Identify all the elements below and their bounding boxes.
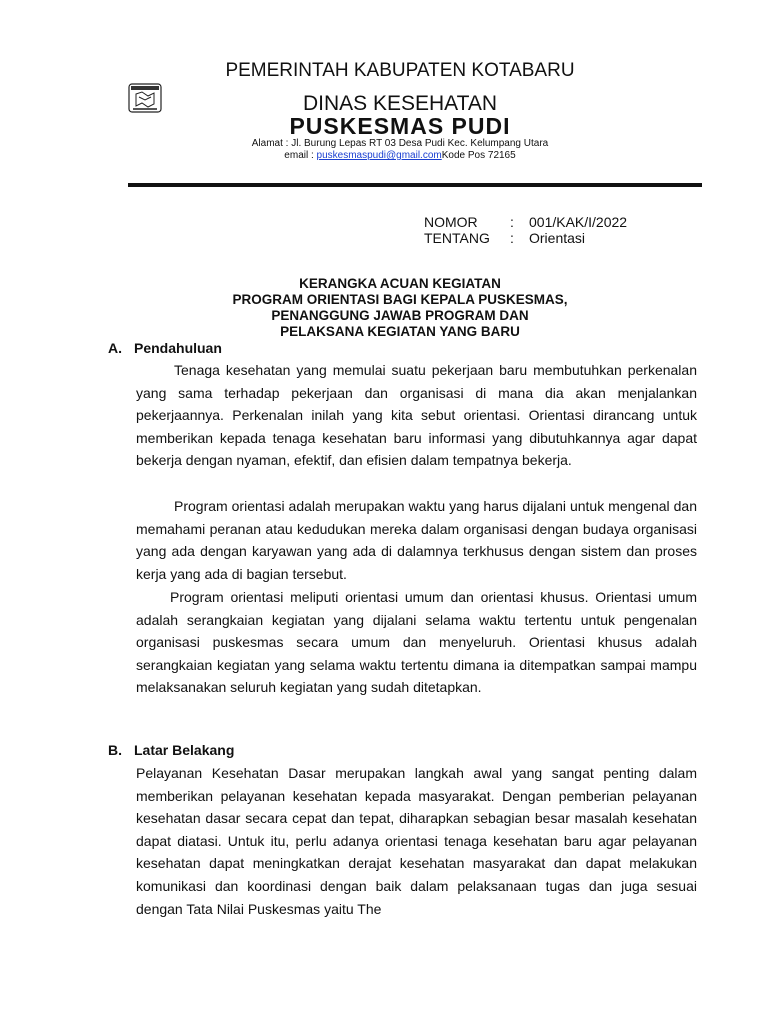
nomor-label: NOMOR [424,214,478,230]
section-b-title: Latar Belakang [134,742,235,758]
agency-name: DINAS KESEHATAN [302,92,498,115]
section-a-paragraph-2: Program orientasi adalah merupakan waktu yang harus dijalani untuk mengenal dan memahami peranan atau kedudukan mereka dalam organisasi dengan budaya organisasi yang ada dengan karyawan yang ada di dalamnya terkhusus dengan sistem dan proses kerja yang ada di bagian tersebut. [136,498,697,582]
postcode: Kode Pos 72165 [441,150,516,161]
letterhead-address-block [180,138,620,162]
section-a-paragraph-3: Program orientasi meliputi orientasi umum dan orientasi khusus. Orientasi umum adalah serangkaian kegiatan yang dijalani selama waktu tertentu untuk pengenalan organisasi puskesmas secara umum dan menyeluruh. Orientasi khusus adalah serangkaian kegiatan yang selama waktu tertentu dimana ia ditempatkan sampai mampu melaksanakan seluruh kegiatan yang sudah ditetapkan. [136,589,697,696]
section-a-paragraph-1: Tenaga kesehatan yang memulai suatu pekerjaan baru membutuhkan perkenalan yang sama terhadap pekerjaan dan organisasi di mana dia akan menjalankan pekerjaannya. Perkenalan inilah yang kita sebut orientasi. Orientasi dirancang untuk memberikan kepada tenaga kesehatan baru informasi yang dibutuhkannya agar dapat bekerja dengan nyaman, efektif, dan efisien dalam tempatnya bekerja. [136,362,697,469]
document-meta [424,214,627,246]
title-line-2: PROGRAM ORIENTASI BAGI KEPALA PUSKESMAS, [232,292,568,307]
tentang-label: TENTANG [424,230,490,246]
meta-row-tentang [424,230,627,246]
email-prefix: email : [284,150,317,161]
nomor-value: 001/KAK/I/2022 [529,214,628,230]
contact-line [180,150,620,162]
tentang-value: Orientasi [529,230,586,246]
section-a-heading [108,340,222,356]
title-line-3: PENANGGUNG JAWAB PROGRAM DAN [271,308,529,323]
title-line-4: PELAKSANA KEGIATAN YANG BARU [280,324,520,339]
letterhead-divider [128,183,702,187]
section-b-number: B. [108,742,122,758]
meta-row-nomor [424,214,627,230]
regency-seal-icon [128,82,162,114]
section-a-title: Pendahuluan [134,340,222,356]
section-b-paragraph-1: Pelayanan Kesehatan Dasar merupakan langkah awal yang sangat penting dalam memberikan pelayanan kesehatan kepada masyarakat. Dengan pemberian pelayanan kesehatan dasar secara cepat dan tepat, diharapkan sebagian besar masalah kesehatan dapat diatasi. Untuk itu, perlu adanya orientasi tenaga kesehatan baru agar pelayanan kesehatan dapat meningkatkan derajat kesehatan masyarakat dan dapat melakukan komunikasi dan koordinasi dengan baik dalam pelaksanaan tugas dan juga sesuai dengan Tata Nilai Puskesmas yaitu The [136,765,697,917]
facility-name: PUSKESMAS PUDI [289,113,511,139]
section-b-heading [108,742,234,758]
government-name: PEMERINTAH KABUPATEN KOTABARU [225,60,575,81]
document-title [100,276,700,340]
address-line: Alamat : Jl. Burung Lepas RT 03 Desa Pudi Kec. Kelumpang Utara [251,138,549,149]
section-a-number: A. [108,340,122,356]
tentang-separator: : [510,230,514,246]
nomor-separator: : [510,214,514,230]
title-line-1: KERANGKA ACUAN KEGIATAN [299,276,501,291]
email-link[interactable]: puskesmaspudi@gmail.com [316,150,442,161]
